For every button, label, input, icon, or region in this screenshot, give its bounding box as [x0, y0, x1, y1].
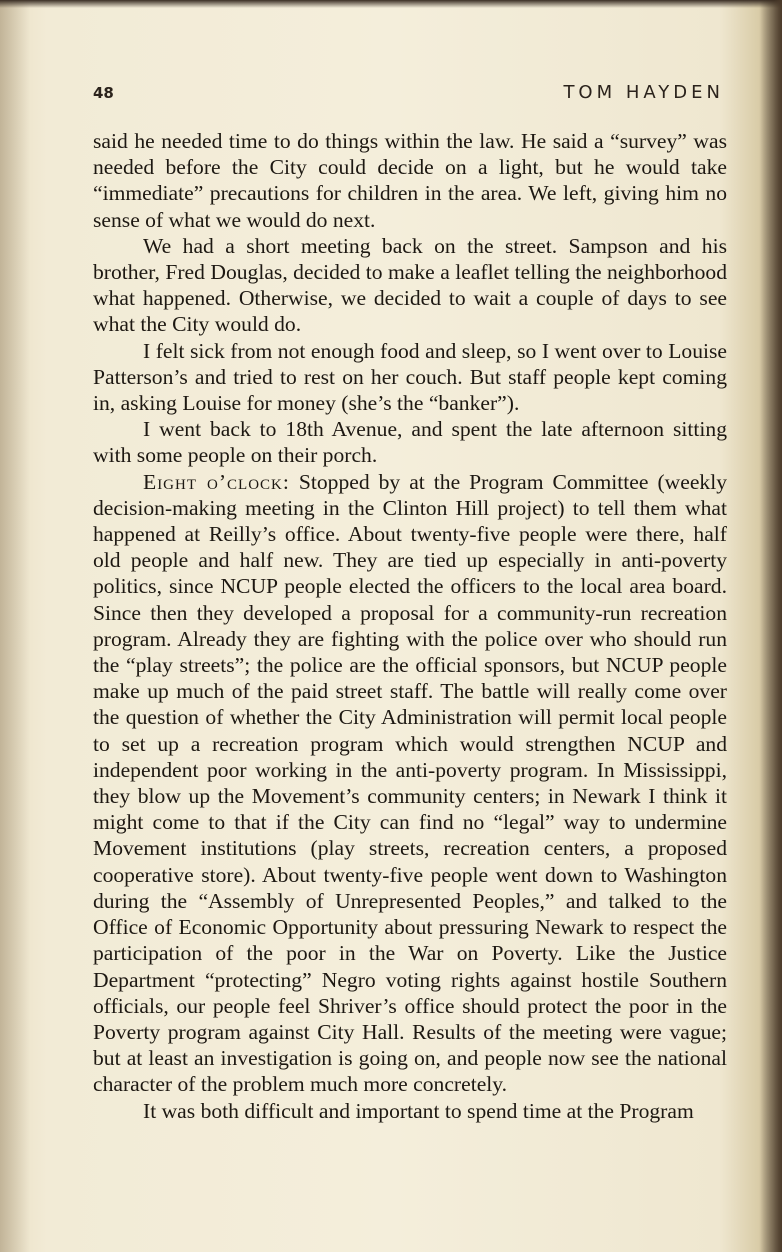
paragraph-text: I felt sick from not enough food and sleep, so I went over to Louise Patterson’s and tried to rest on her couch. But staff people kept coming in, asking Louise for money (she’s the “banker”).	[93, 338, 727, 416]
paragraph-text: It was both difficult and important to spend time at the Program	[143, 1098, 694, 1123]
page-number: 48	[93, 84, 114, 102]
paragraph	[93, 128, 727, 233]
paragraph	[93, 1098, 727, 1124]
page-top-shadow	[0, 0, 782, 8]
body-text	[93, 128, 727, 1124]
paragraph-text: said he needed time to do things within the law. He said a “survey” was needed before the City could decide on a light, but he would take “immediate” precautions for children in the area. We left, giving him no sense of what we would do next.	[93, 129, 727, 232]
paragraph-text: Stopped by at the Program Committee (weekly decision-making meeting in the Clinton Hill project) to tell them what happened at Reilly’s office. About twenty-five people were there, half old people and half new. They are tied up especially in anti-poverty politics, since NCUP people elected the officers to the local area board. Since then they developed a proposal for a community-run recreation program. Already they are fighting with the police over who should run the “play streets”; the police are the official sponsors, but NCUP people make up much of the paid street staff. The battle will really come over the question of whether the City Administration will permit local people to set up a recreation program which would strengthen NCUP and independent poor working in the anti-poverty program. In Mississippi, they blow up the Movement’s community centers; in Newark I think it might come to that if the City can find no “legal” way to undermine Movement institutions (play streets, recreation centers, a proposed cooperative store). About twenty-five people went down to Washington during the “Assembly of Unrepresented Peoples,” and talked to the Office of Economic Opportunity about pressuring Newark to respect the participation of the poor in the War on Poverty. Like the Justice Department “protecting” Negro voting rights against hostile Southern officials, our people feel Shriver’s office should protect the poor in the Poverty program against City Hall. Results of the meeting were vague; but at least an investigation is going on, and people now see the national character of the problem much more concretely.	[93, 469, 728, 1097]
paragraph-text: We had a short meeting back on the street. Sampson and his brother, Fred Douglas, decided to make a leaflet telling the neighborhood what happened. Otherwise, we decided to wait a couple of days to see what the City would do.	[93, 233, 727, 337]
time-heading: Eight o’clock:	[143, 469, 290, 494]
paragraph-text: I went back to 18th Avenue, and spent the late afternoon sitting with some people on their porch.	[93, 417, 727, 468]
running-head: TOM HAYDEN	[563, 82, 724, 103]
paragraph	[93, 469, 727, 1098]
paragraph	[93, 233, 727, 338]
page-gutter-shadow	[0, 0, 30, 1252]
paragraph	[93, 416, 727, 468]
page-edge-shadow	[760, 0, 782, 1252]
paragraph	[93, 338, 727, 417]
